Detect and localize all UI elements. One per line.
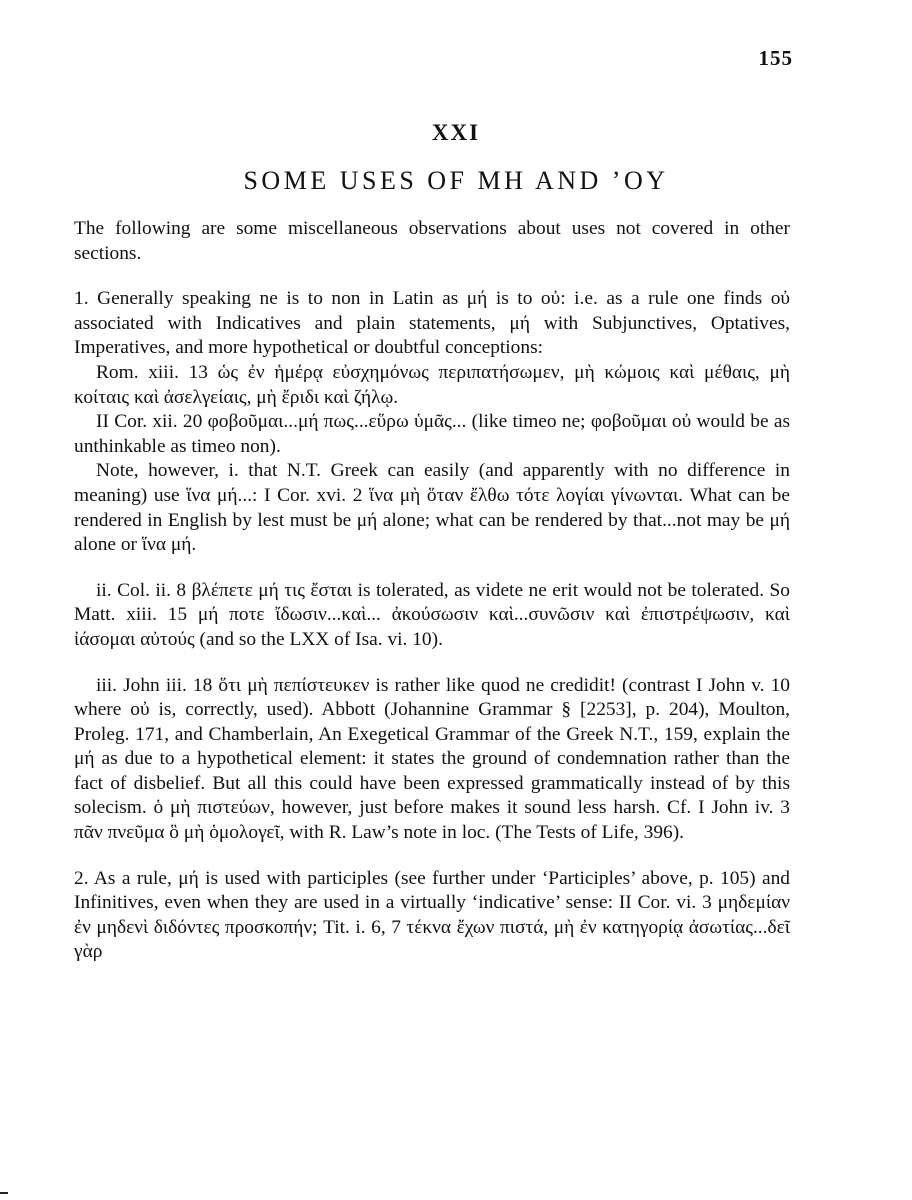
chapter-number: XXI	[431, 120, 481, 145]
example-romans: Rom. xiii. 13 ὡς ἐν ἡμέρᾳ εὐσχημόνως περιπατήσωμεν, μὴ κώμοις καὶ μέθαις, μὴ κοίταις καὶ ἀσελγείαις, μὴ ἔριδι καὶ ζήλῳ.	[74, 361, 790, 408]
example-corinthians: II Cor. xii. 20 φοβοῦμαι...μή πως...εὕρω ὑμᾶς... (like timeo ne; φοβοῦμαι οὐ would be as unthinkable as timeo non).	[74, 411, 790, 457]
scan-edge-mark	[0, 1192, 8, 1194]
intro-paragraph: The following are some miscellaneous observations about uses not covered in other sections.	[74, 218, 790, 264]
chapter-title: SOME USES OF MH AND ’OY	[243, 166, 669, 195]
note-ii-paragraph: ii. Col. ii. 8 βλέπετε μή τις ἔσται is tolerated, as videte ne erit would not be tolerated. So Matt. xiii. 15 μή ποτε ἴδωσιν...καὶ... ἀκούσωσιν καὶ...συνῶσιν καὶ ἐπιστρέψωσιν, καὶ ἰάσομαι αὐτούς (and so the LXX of Isa. vi. 10).	[74, 579, 790, 650]
body-text	[74, 217, 790, 965]
section-1-paragraph: 1. Generally speaking ne is to non in Latin as μή is to οὐ: i.e. as a rule one finds οὐ associated with Indicatives and plain statements, μή with Subjunctives, Optatives, Imperatives, and more hypothetical or doubtful conceptions:	[74, 288, 790, 359]
note-paragraph: Note, however, i. that N.T. Greek can easily (and apparently with no difference in meaning) use ἵνα μή...: I Cor. xvi. 2 ἵνα μὴ ὅταν ἔλθω τότε λογίαι γίνωνται. What can be rendered in English by lest must be μή alone; what can be rendered by that...not may be μή alone or ἵνα μή.	[74, 460, 790, 556]
page-number: 155	[758, 46, 793, 70]
section-2-paragraph: 2. As a rule, μή is used with participles (see further under ‘Participles’ above, p. 105) and Infinitives, even when they are used in a virtually ‘indicative’ sense: II Cor. vi. 3 μηδεμίαν ἐν μηδενὶ διδόντες προσκοπήν; Tit. i. 6, 7 τέκνα ἔχων πιστά, μὴ ἐν κατηγορίᾳ ἀσωτίας...δεῖ γὰρ	[74, 867, 790, 963]
note-iii-paragraph: iii. John iii. 18 ὅτι μὴ πεπίστευκεν is rather like quod ne credidit! (contrast I John v. 10 where οὐ is, correctly, used). Abbott (Johannine Grammar § [2253], p. 204), Moulton, Proleg. 171, and Chamberlain, An Exegetical Grammar of the Greek N.T., 159, explain the μή as due to a hypothetical element: it states the ground of condemnation rather than the fact of disbelief. But all this could have been expressed grammatically instead of by this solecism. ὁ μὴ πιστεύων, however, just before makes it sound less harsh. Cf. I John iv. 3 πᾶν πνεῦμα ὃ μὴ ὁμολογεῖ, with R. Law’s note in loc. (The Tests of Life, 396).	[74, 674, 790, 844]
